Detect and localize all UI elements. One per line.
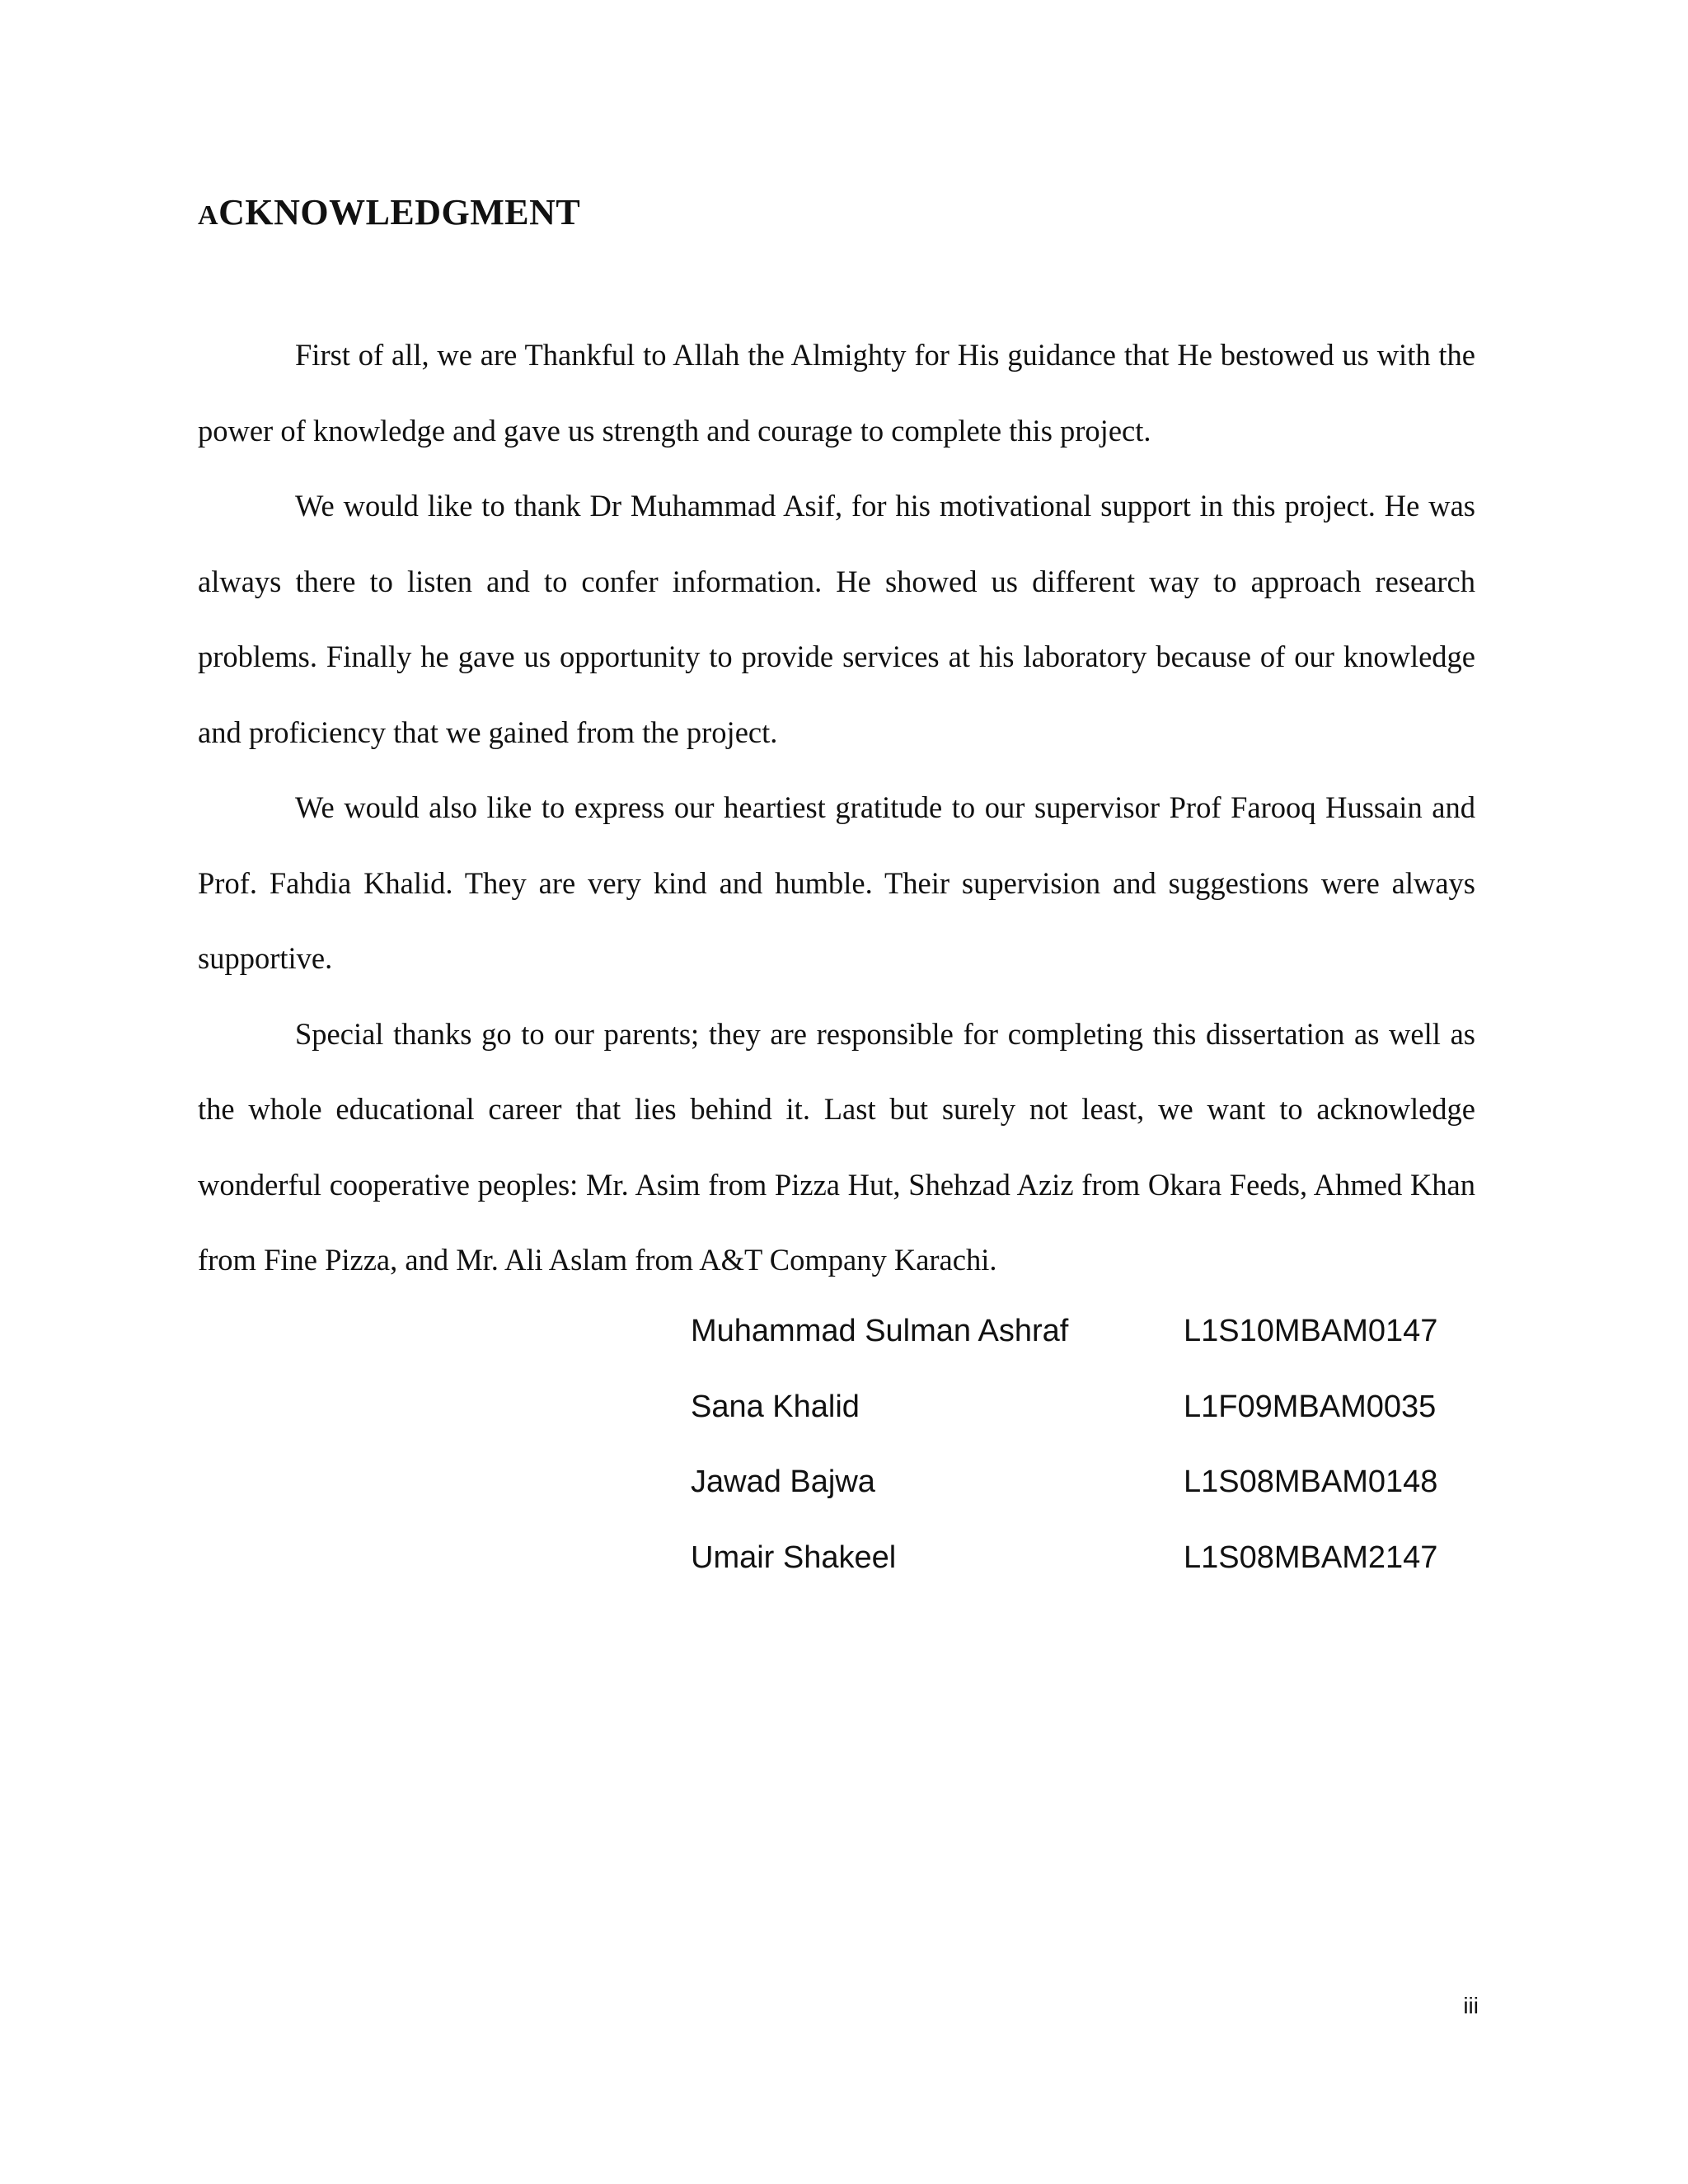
signatory-name: Umair Shakeel	[691, 1540, 897, 1575]
page-number: iii	[1463, 1993, 1479, 2018]
signatory-row	[691, 1370, 1482, 1446]
signatory-id: L1S08MBAM2147	[1184, 1540, 1438, 1575]
page-heading	[198, 191, 580, 233]
signatory-row	[691, 1445, 1482, 1521]
paragraph-thanks-parents: Special thanks go to our parents; they are responsible for completing this dissertation as well as the whole educational career that lies behind it. Last but surely not least, we want to acknowledge wonderful cooperative peoples: Mr. Asim from Pizza Hut, Shehzad Aziz from Okara Feeds, Ahmed Khan from Fine Pizza, and Mr. Ali Aslam from A&T Company Karachi.	[198, 1016, 1475, 1277]
signatory-row	[691, 1294, 1482, 1370]
signatories-list	[691, 1294, 1482, 1596]
paragraph-thanks-supervisors: We would also like to express our heartiest gratitude to our supervisor Prof Farooq Hussain and Prof. Fahdia Khalid. They are very kind and humble. Their supervision and suggestions were always supportive.	[198, 790, 1475, 975]
heading-initial: A	[198, 200, 219, 231]
heading-rest: CKNOWLEDGMENT	[218, 192, 581, 232]
signatory-name: Sana Khalid	[691, 1389, 860, 1424]
signatory-id: L1S10MBAM0147	[1184, 1314, 1438, 1348]
signatory-name: Muhammad Sulman Ashraf	[691, 1314, 1069, 1348]
acknowledgment-body	[198, 317, 1475, 1298]
signatory-row	[691, 1521, 1482, 1596]
paragraph-thanks-advisor: We would like to thank Dr Muhammad Asif, for his motivational support in this project. He was always there to listen and to confer information. He showed us different way to approach research problems. Finally he gave us opportunity to provide services at his laboratory because of our knowledge and proficiency that we gained from the project.	[198, 489, 1475, 749]
signatory-name: Jawad Bajwa	[691, 1465, 875, 1499]
paragraph-thanks-allah: First of all, we are Thankful to Allah the Almighty for His guidance that He bestowed us with the power of knowledge and gave us strength and courage to complete this project.	[198, 338, 1475, 448]
signatory-id: L1S08MBAM0148	[1184, 1465, 1438, 1499]
signatory-id: L1F09MBAM0035	[1184, 1389, 1437, 1424]
